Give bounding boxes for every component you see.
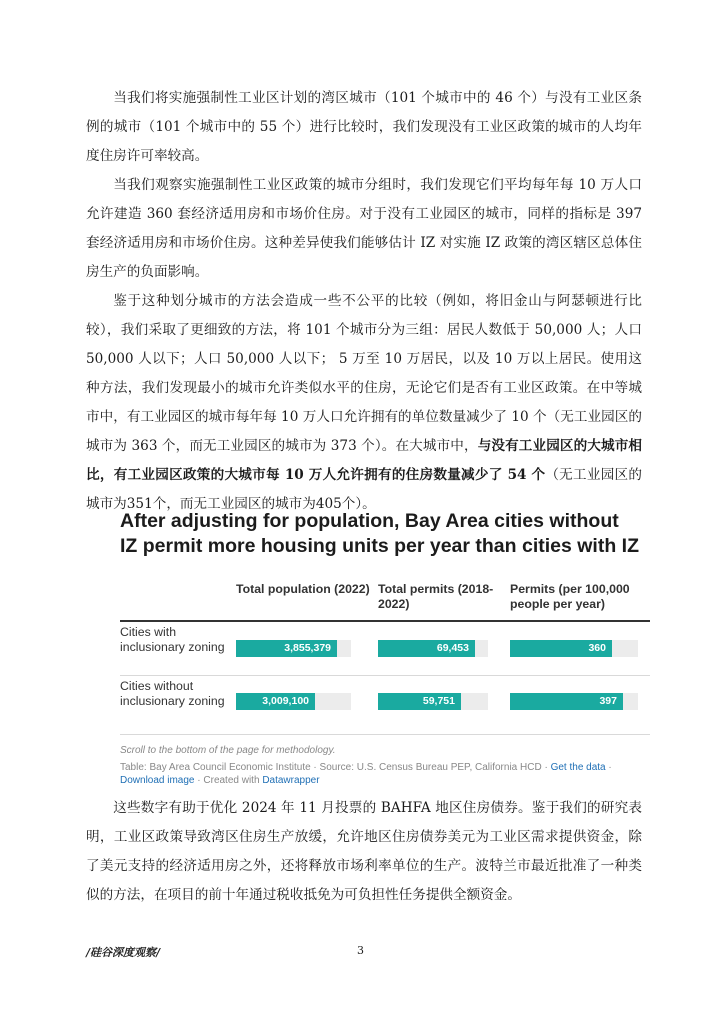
- paragraph-4: 这些数字有助于优化 2024 年 11 月投票的 BAHFA 地区住房债券。鉴于我们的研究表明，工业区政策导致湾区住房生产放缓，允许地区住房债券美元为工业区需求提供资金，除了美元支持的经济适用房之外，还将释放市场利率单位的生产。波特兰市最近批准了一种类似的方法，在项目的前十年通过税收抵免为可负担性任务提供全额资金。: [86, 800, 642, 903]
- created-with-text: · Created with: [194, 775, 263, 786]
- paragraph-3: [86, 287, 642, 519]
- table-bottom-divider: [120, 734, 650, 735]
- bar-label-rate-without-iz: 397: [599, 695, 617, 707]
- paragraph-1: 当我们将实施强制性工业区计划的湾区城市（101 个城市中的 46 个）与没有工业区条例的城市（101 个城市中的 55 个）进行比较时，我们发现没有工业区政策的城市的人均年度住房许可率较高。: [86, 90, 642, 164]
- column-header-permits: Total permits (2018-2022): [378, 582, 494, 611]
- bar-track: [510, 693, 638, 710]
- row-label-without-iz: Cities without inclusionary zoning: [120, 679, 225, 708]
- paragraph-3-tail: （无工业园区的城市为351个，而无工业园区的城市为405个）。: [86, 467, 643, 512]
- table-row-divider: [120, 675, 650, 676]
- bar-track: [510, 640, 638, 657]
- bar-track: [378, 693, 488, 710]
- methodology-note: Scroll to the bottom of the page for methodology.: [120, 745, 336, 756]
- bar-label-population-with-iz: 3,855,379: [284, 642, 331, 654]
- bar-track: [236, 693, 351, 710]
- bar-label-rate-with-iz: 360: [588, 642, 606, 654]
- chart-source: [120, 761, 650, 774]
- datawrapper-link[interactable]: Datawrapper: [262, 775, 320, 786]
- bar-track: [378, 640, 488, 657]
- paragraph-3-text: 鉴于这种划分城市的方法会造成一些不公平的比较（例如，将旧金山与阿瑟顿进行比较），我们采取了更细致的方法，将 101 个城市分为三组：居民人数低于 50,000 人；人口 50,000 人以下；人口 50,000 人以下； 5 万至 10 万居民，以及 10 万以上居民。使用这种方法，我们发现最小的城市允许类似水平的住房，无论它们是否有工业区政策。在中等城市中，有工业园区的城市每年每 10 万人口允许拥有的单位数量减少了 10 个（无工业园区的城市为 363 个，而无工业园区的城市为 373 个）。在大城市中，: [86, 293, 642, 454]
- table-header-rule: [120, 620, 650, 622]
- chart-credits: [120, 774, 320, 787]
- bar-track: [236, 640, 351, 657]
- bar-label-population-without-iz: 3,009,100: [262, 695, 309, 707]
- page-number: 3: [357, 944, 364, 957]
- column-header-per-capita: Permits (per 100,000 people per year): [510, 582, 630, 611]
- get-data-link[interactable]: Get the data: [550, 762, 606, 773]
- chart-title: After adjusting for population, Bay Area cities without IZ permit more housing units per year than cities with IZ: [120, 510, 639, 557]
- download-image-link[interactable]: Download image: [120, 775, 195, 786]
- paragraph-2: 当我们观察实施强制性工业区政策的城市分组时，我们发现它们平均每年每 10 万人口允许建造 360 套经济适用房和市场价住房。对于没有工业园区的城市，同样的指标是 397 套经济适用房和市场价住房。这种差异使我们能够估计 IZ 对实施 IZ 政策的湾区辖区总体住房生产的负面影响。: [86, 177, 642, 280]
- source-separator: ·: [605, 762, 612, 773]
- source-text: Table: Bay Area Council Economic Institute · Source: U.S. Census Bureau PEP, California HCD ·: [120, 762, 551, 773]
- chart-table: [120, 509, 652, 789]
- bar-label-permits-with-iz: 69,453: [436, 642, 469, 654]
- footer-publication-name: /硅谷深度观察/: [86, 946, 161, 959]
- row-label-with-iz: Cities with inclusionary zoning: [120, 625, 225, 654]
- column-header-population: Total population (2022): [236, 582, 370, 596]
- bar-label-permits-without-iz: 59,751: [422, 695, 455, 707]
- paragraph-3-bold-text: 与没有工业园区的大城市相比，有工业园区政策的大城市每 10 万人允许拥有的住房数量减少了 54 个: [86, 438, 643, 483]
